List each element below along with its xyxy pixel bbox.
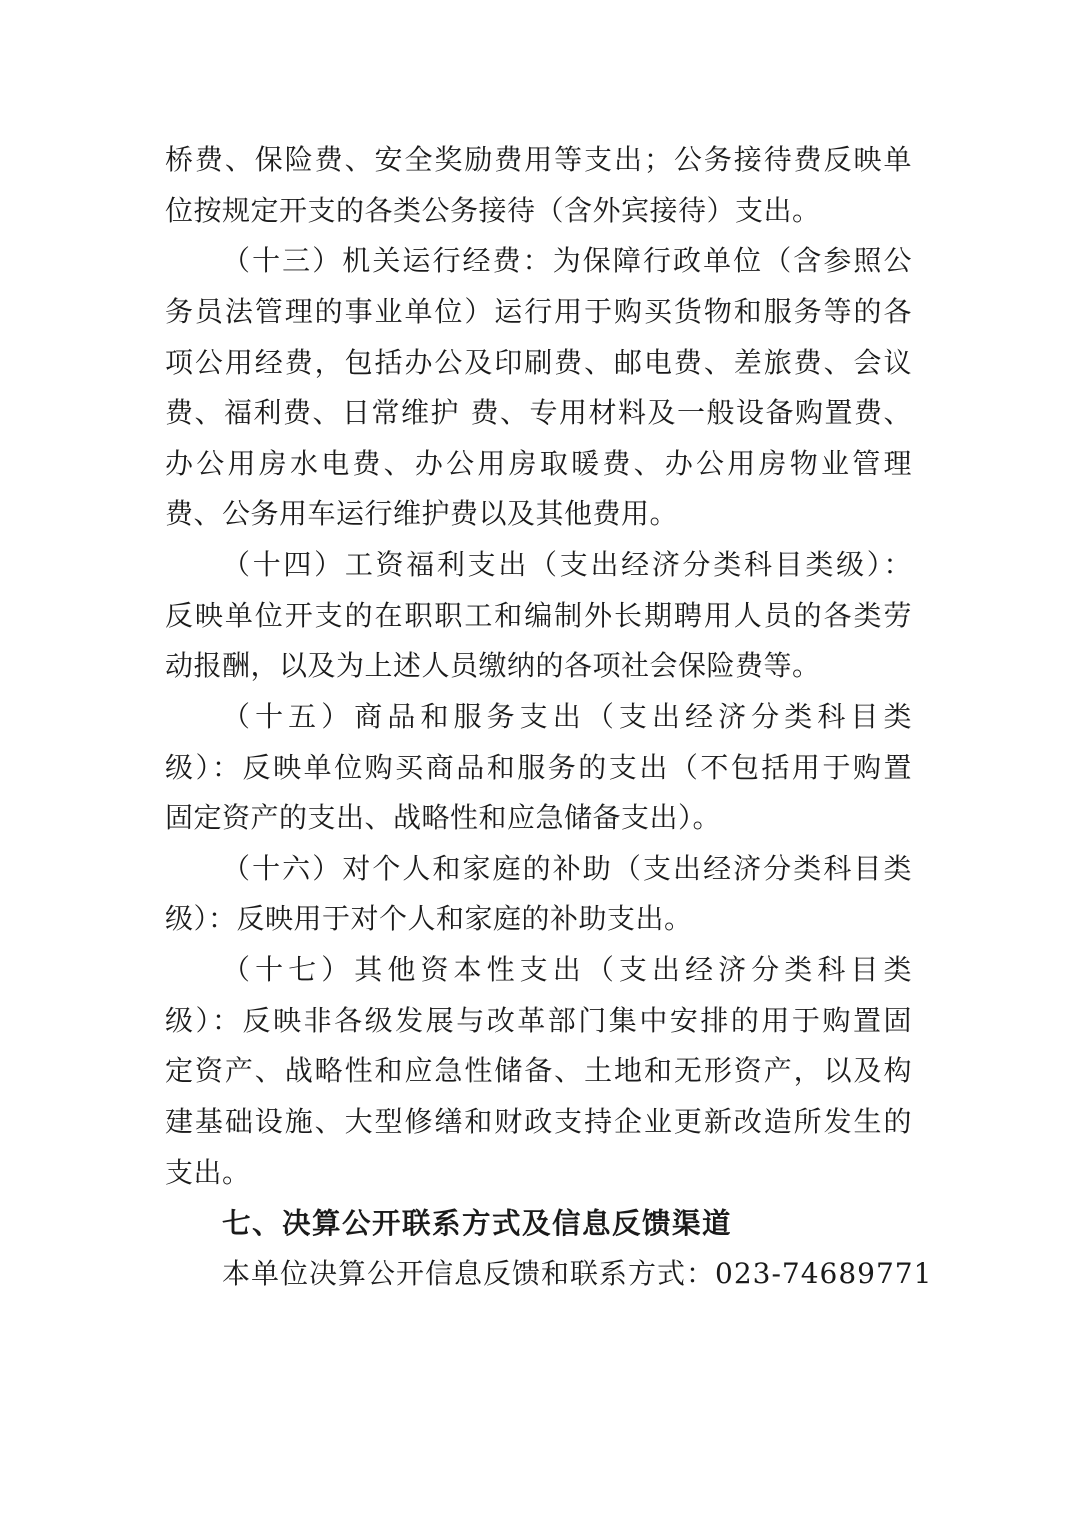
paragraph-line: 级）：反映非各级发展与改革部门集中安排的用于购置固 xyxy=(165,1003,912,1037)
paragraph-item-15 xyxy=(165,692,912,844)
paragraph-line: 务员法管理的事业单位）运行用于购买货物和服务等的各 xyxy=(165,294,912,328)
paragraph-item-13 xyxy=(165,236,912,540)
paragraph-line: 位按规定开支的各类公务接待（含外宾接待）支出。 xyxy=(165,193,821,227)
paragraph-line: 费、福利费、日常维护 费、专用材料及一般设备购置费、 xyxy=(165,396,912,430)
paragraph-line: 动报酬，以及为上述人员缴纳的各项社会保险费等。 xyxy=(165,649,821,683)
paragraph-line: 办公用房水电费、办公用房取暖费、办公用房物业管理 xyxy=(165,446,912,480)
paragraph-item-17 xyxy=(165,945,912,1198)
paragraph-line: 定资产、战略性和应急性储备、土地和无形资产，以及构 xyxy=(165,1054,912,1088)
paragraph-line: （十七）其他资本性支出（支出经济分类科目类 xyxy=(222,953,912,986)
paragraph-line: （十六）对个人和家庭的补助（支出经济分类科目类 xyxy=(222,851,912,885)
paragraph-line: （十五）商品和服务支出（支出经济分类科目类 xyxy=(222,699,912,733)
paragraph-line: 级）：反映单位购买商品和服务的支出（不包括用于购置 xyxy=(165,750,912,784)
paragraph-item-16 xyxy=(165,844,912,945)
paragraph-line: 项公用经费，包括办公及印刷费、邮电费、差旅费、会议 xyxy=(165,345,912,379)
paragraph-line: 固定资产的支出、战略性和应急储备支出）。 xyxy=(165,801,722,835)
paragraph-line: 支出。 xyxy=(165,1155,251,1189)
paragraph-line: 费、公务用车运行维护费以及其他费用。 xyxy=(165,497,679,531)
paragraph-continuation xyxy=(165,135,912,236)
contact-line: 本单位决算公开信息反馈和联系方式：023-74689771 xyxy=(222,1256,933,1290)
section-heading: 七、决算公开联系方式及信息反馈渠道 xyxy=(222,1206,733,1241)
paragraph-line: 反映单位开支的在职职工和编制外长期聘用人员的各类劳 xyxy=(165,598,912,632)
paragraph-line: （十三）机关运行经费：为保障行政单位（含参照公 xyxy=(222,244,912,278)
paragraph-line: （十四）工资福利支出（支出经济分类科目类级）： xyxy=(222,548,912,581)
paragraph-line: 桥费、保险费、安全奖励费用等支出；公务接待费反映单 xyxy=(165,143,912,176)
paragraph-line: 建基础设施、大型修缮和财政支持企业更新改造所发生的 xyxy=(165,1104,912,1138)
document-page xyxy=(165,135,933,1299)
paragraph-line: 级）：反映用于对个人和家庭的补助支出。 xyxy=(165,902,693,936)
paragraph-item-14 xyxy=(165,540,912,692)
